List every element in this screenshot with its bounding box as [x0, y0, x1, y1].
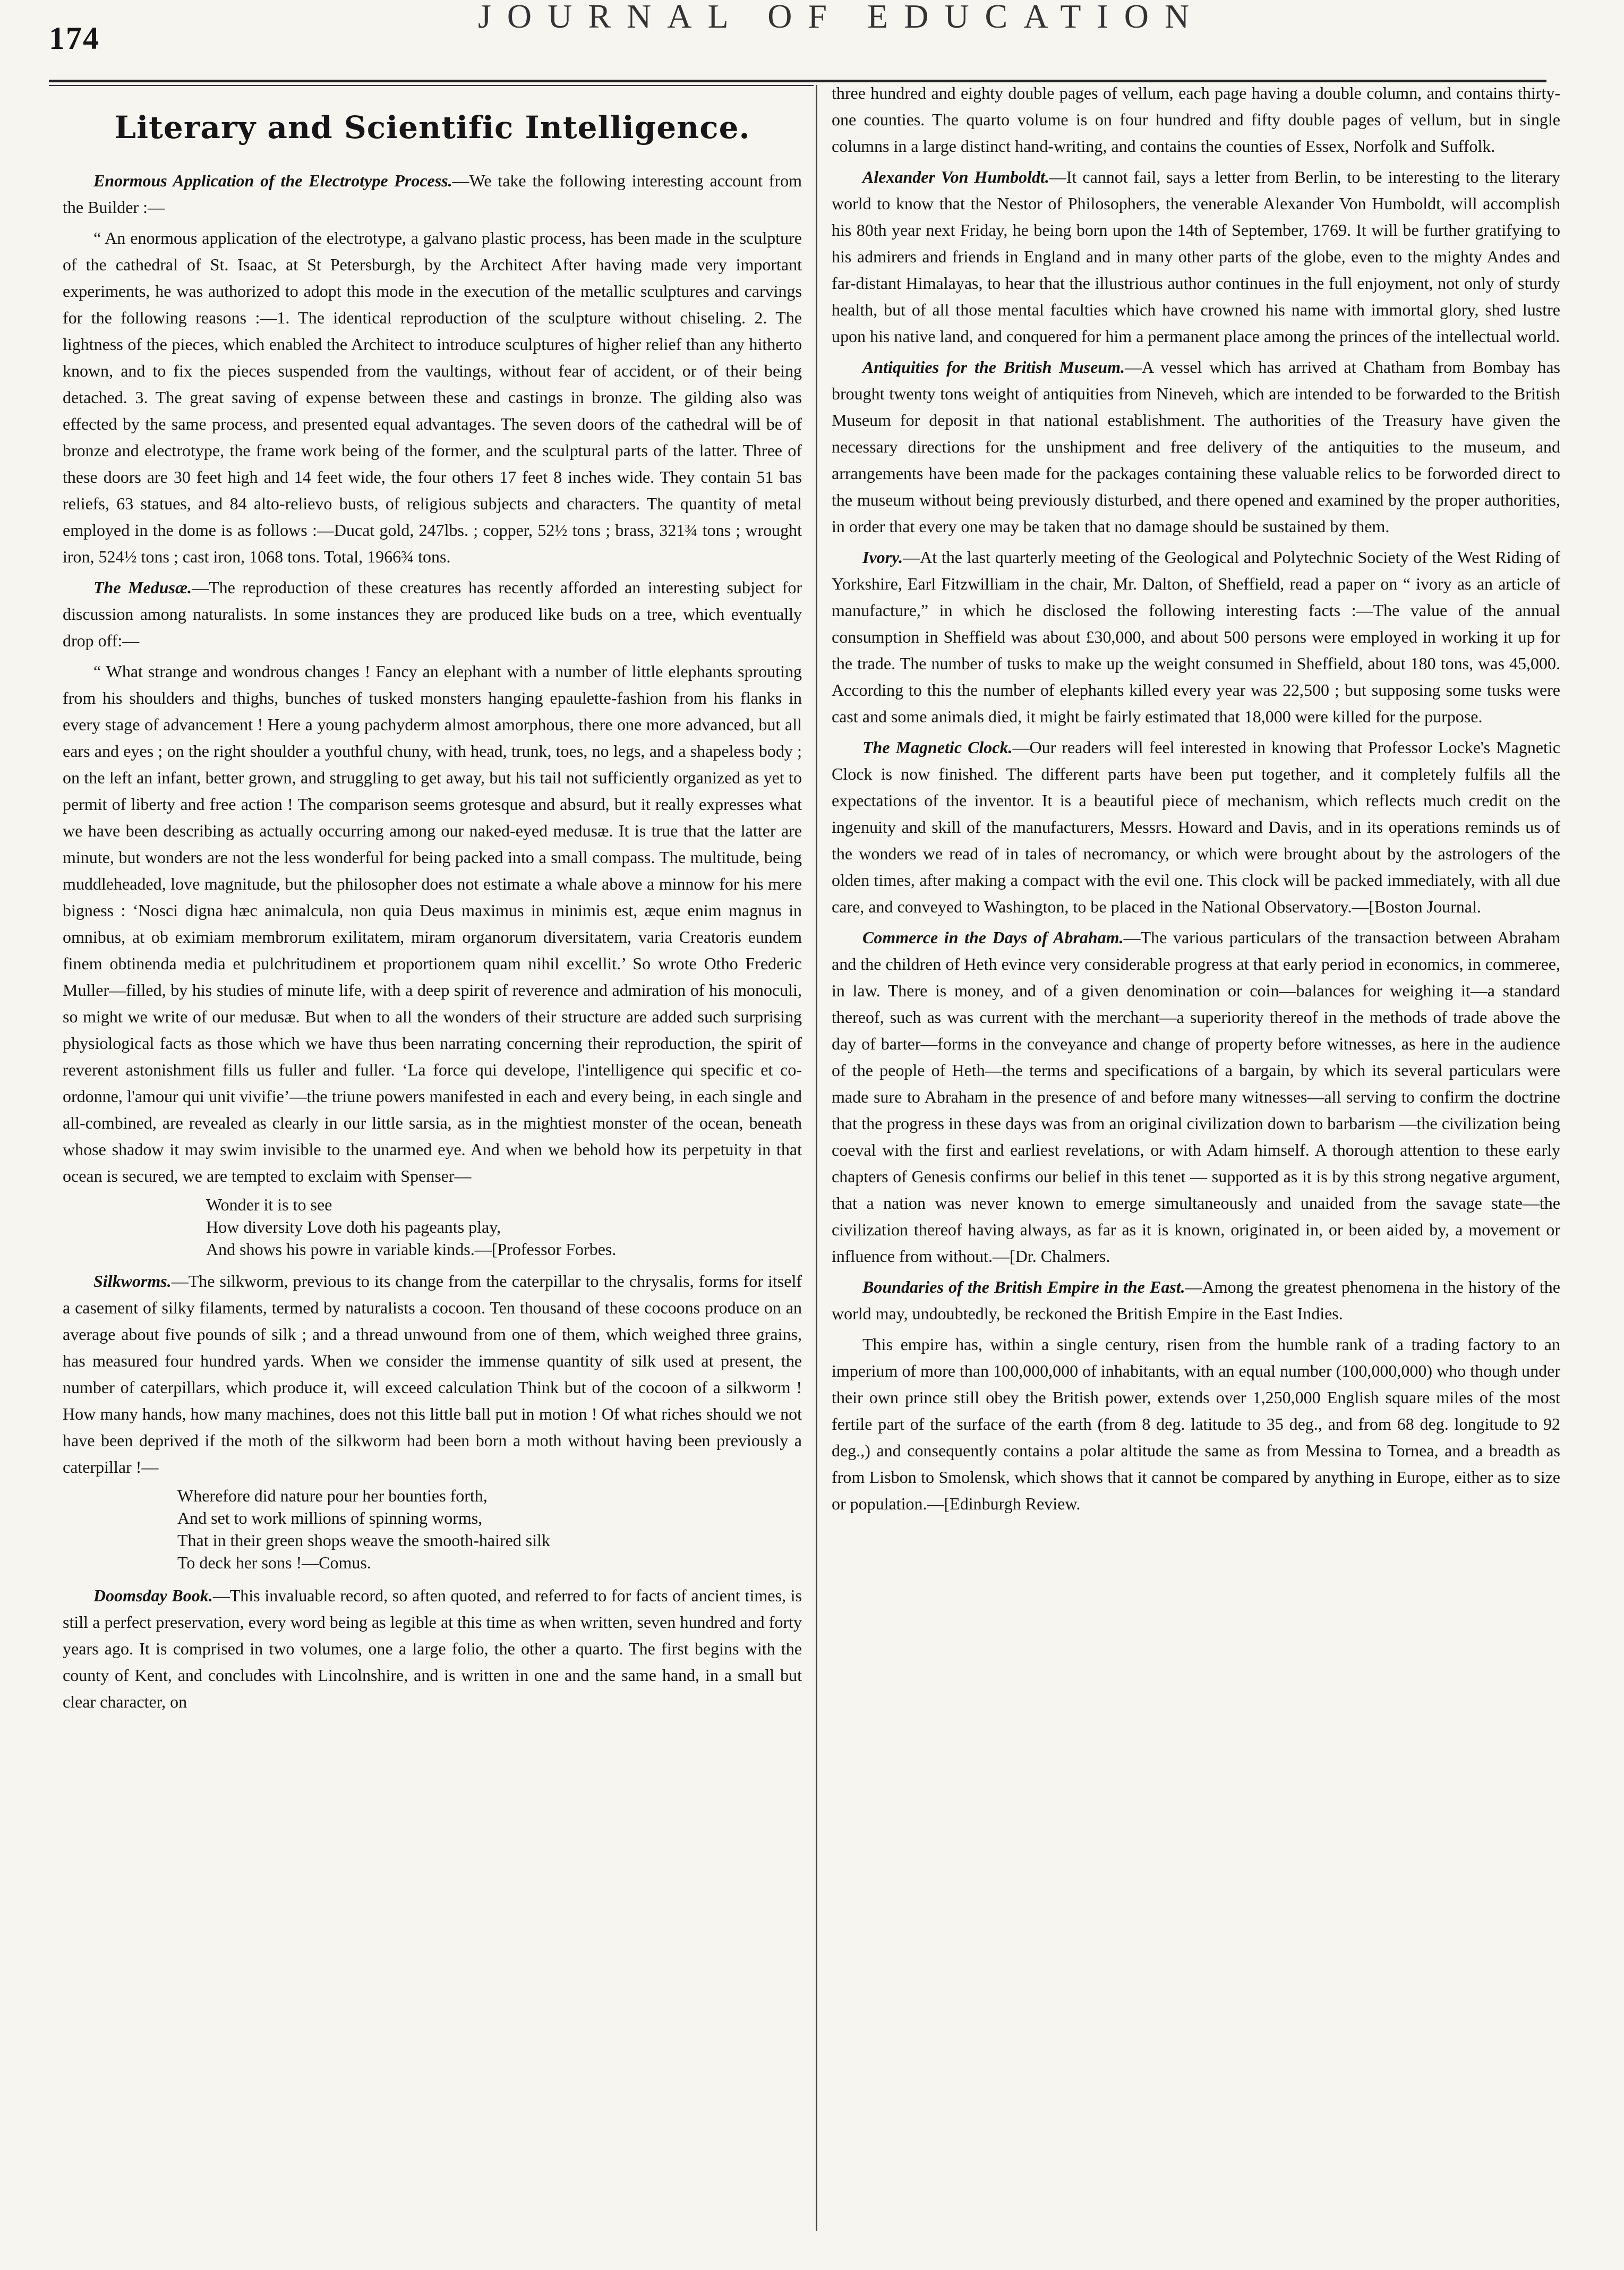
article-british-empire: [832, 1274, 1560, 1327]
article-magnetic-clock: [832, 734, 1560, 920]
header-rule-secondary: [49, 85, 814, 86]
article-body: —The various particulars of the transaction between Abraham and the children of Heth evince very considerable progress at that early period in economics, in commeree, in law. There is money, and of a given denomination or coin—balances for weighing it—a standard thereof, such as was current with the merchant—a superiority thereof in the methods of trade above the day of barter—forms in the conveyance and change of property before witnesses, as here in the audience of the people of Heth—the terms and specifications of a bargain, by which its several particulars were made sure to Abraham in the presence of and before many witnesses—all serving to confirm the doctrine that the progress in these days was from an original civilization down to barbarism —the civilization being coeval with the first and earliest revelations, or with Adam himself. A thorough attention to these early chapters of Genesis confirms our belief in this tenet — supported as it is by this strong negative argument, that a nation was never known to emerge simultaneously and unaided from the savage state—the civilization thereof having always, as far as it is known, originated in, or been aided by, a movement or influence from without.—[Dr. Chalmers.: [832, 928, 1561, 1266]
verse-block: [206, 1193, 802, 1260]
verse-block: [177, 1484, 802, 1574]
article-antiquities: [832, 354, 1560, 540]
article-body: —It cannot fail, says a letter from Berlin, to be interesting to the literary world to know that the Nestor of Philosophers, the venerable Alexander Von Humboldt, will accomplish his 80th year next Friday, he being born upon the 14th of September, 1769. It will be further gratifying to his admirers and friends in England and in many other parts of the globe, even to the mighty Andes and far-distant Himalayas, to hear that the illustrious author continues in the full enjoyment, not only of sturdy health, but of all those mental faculties which have crowned his name with immortal glory, shed lustre upon his native land, and conquered for him a permanent place among the princes of the intellectual world.: [832, 167, 1561, 346]
article-body: —The reproduction of these creatures has recently afforded an interesting subject for discussion among naturalists. In some instances they are produced like buds on a tree, which eventually drop off:—: [63, 578, 802, 650]
right-column: [832, 80, 1560, 1521]
article-heading: The Magnetic Clock.: [862, 738, 1013, 757]
verse-line: And shows his powre in variable kinds.—[Professor Forbes.: [206, 1240, 617, 1259]
article-heading: Boundaries of the British Empire in the East.: [862, 1277, 1185, 1296]
article-doomsday: [63, 1582, 802, 1715]
article-silkworms: [63, 1268, 802, 1480]
article-electrotype: [63, 167, 802, 220]
article-heading: Commerce in the Days of Abraham.: [862, 928, 1124, 947]
article-abraham: [832, 924, 1560, 1269]
article-body: —Our readers will feel interested in knowing that Professor Locke's Magnetic Clock is now finished. The different parts have been put together, and it completely fulfils all the expectations of the inventor. It is a beautiful piece of mechanism, which reflects much credit on the ingenuity and skill of the manufacturers, Messrs. Howard and Davis, and in its operations reminds us of the wonders we read of in tales of necromancy, or which were brought about by the astrologers of the olden times, after making a compact with the evil one. This clock will be packed immediately, with all due care, and conveyed to Washington, to be placed in the National Observatory.—[Boston Journal.: [832, 738, 1561, 916]
article-heading: Doomsday Book.: [93, 1586, 213, 1605]
section-title: Literary and Scientific Intelligence.: [114, 109, 750, 146]
article-ivory: [832, 544, 1560, 730]
article-body: —This invaluable record, so aften quoted, and referred to for facts of ancient times, is still a perfect preservation, every word being as legible at this time as when written, seven hundred and forty years ago. It is comprised in two volumes, one a large folio, the other a quarto. The first begins with the county of Kent, and concludes with Lincolnshire, and is written in one and the same hand, in a small but clear character, on: [63, 1586, 802, 1711]
verse-line: To deck her sons !—Comus.: [177, 1553, 371, 1572]
article-body: —At the last quarterly meeting of the Geological and Polytechnic Society of the West Riding of Yorkshire, Earl Fitzwilliam in the chair, Mr. Dalton, of Sheffield, read a paper on “ ivory as an article of manufacture,” in which he disclosed the following interesting facts :—The value of the annual consumption in Sheffield was about £30,000, and about 500 persons were employed in working it up for the trade. The number of tusks to make up the weight consumed in Sheffield, about 180 tons, was 45,000. According to this the number of elephants killed every year was 22,500 ; but supposing some tusks were cast and some animals died, it might be fairly estimated that 18,000 were killed for the purpose.: [832, 548, 1560, 726]
page-number: 174: [49, 21, 100, 56]
article-body: —The silkworm, previous to its change from the caterpillar to the chrysalis, forms for itself a casement of silky filaments, termed by naturalists a cocoon. Ten thousand of these cocoons produce on an average about five pounds of silk ; and a thread unwound from one of them, which weighed three grains, has measured four hundred yards. When we consider the immense quantity of silk used at present, the number of caterpillars, which produce it, will exceed calculation Think but of the cocoon of a silkworm ! How many hands, how many machines, does not this little ball put in motion ! Of what riches should we not have been deprived if the moth of the silkworm had been born a moth without having been previously a caterpillar !—: [63, 1271, 802, 1477]
verse-line: Wherefore did nature pour her bounties forth,: [177, 1486, 488, 1505]
article-doomsday-continued: three hundred and eighty double pages of vellum, each page having a double column, and contains thirty-one counties. The quarto volume is on four hundred and fifty double pages of vellum, but in single columns in a large distinct hand-writing, and contains the counties of Essex, Norfolk and Suffolk.: [832, 83, 1560, 156]
article-humboldt: [832, 164, 1560, 349]
verse-line: And set to work millions of spinning worms,: [177, 1508, 483, 1527]
verse-line: That in their green shops weave the smooth-haired silk: [177, 1531, 551, 1550]
article-heading: Ivory.: [862, 548, 903, 567]
article-intro: —We take the following interesting account from the Builder :—: [63, 171, 802, 217]
article-body: This empire has, within a single century, risen from the humble rank of a trading factory to an imperium of more than 100,000,000 of inhabitants, with an equal number (100,000,000) who though under their own prince still obey the British power, extends over 1,250,000 English square miles of the most fertile part of the surface of the earth (from 8 deg. latitude to 35 deg., and from 68 deg. longitude to 92 deg.,) and consequently contains a polar altitude the same as from Messina to Tornea, and a breadth as from Lisbon to Smolensk, which shows that it cannot be compared by anything in Europe, either as to size or population.—[Edinburgh Review.: [832, 1335, 1560, 1513]
left-column: [63, 88, 802, 1719]
verse-line: Wonder it is to see: [206, 1195, 332, 1214]
running-head: JOURNAL OF EDUCATION: [478, 0, 1206, 35]
article-body: —Among the greatest phenomena in the history of the world may, undoubtedly, be reckoned the British Empire in the East Indies.: [832, 1277, 1561, 1323]
article-heading: Enormous Application of the Electrotype Process.: [93, 171, 452, 190]
article-quote: “ What strange and wondrous changes ! Fancy an elephant with a number of little elephants sprouting from his shoulders and thighs, bunches of tusked monsters hanging epaulette-fashion from his flanks in every stage of advancement ! Here a young pachyderm almost amorphous, there one more advanced, but all ears and eyes ; on the right shoulder a youthful chuny, with head, trunk, toes, no legs, and a shapeless body ; on the left an infant, better grown, and struggling to get away, but his tail not sufficiently organized as yet to permit of liberty and free action ! The comparison seems grotesque and absurd, but it really expresses what we have been describing as actually occurring among our naked-eyed medusæ. It is true that the latter are minute, but wonders are not the less wonderful for being packed into a small compass. The multitude, being muddleheaded, love magnitude, but the philosopher does not estimate a whale above a minnow for his mere bigness : ‘Nosci digna hæc animalcula, non quia Deus maximus in minimis est, æque enim magnus in omnibus, at ob eximiam membrorum exilitatem, miram organorum diversitatem, varia Creatoris eundem finem obtinenda media et pulchritudinem et proportionem quam nihil excellit.’ So wrote Otho Frederic Muller—filled, by his studies of minute life, with a deep spirit of reverence and admiration of his monoculi, so might we write of our medusæ. But when to all the wonders of their structure are added such surprising physiological facts as those which we have thus been narrating concerning their reproduction, the spirit of reverent astonishment fills us fuller and fuller. ‘La force qui develope, l'intelligence qui specific et co-ordonne, l'amour qui unit vivifie’—the triune powers manifested in each and every being, in each single and all-combined, are revealed as clearly in our little sarsia, as in the mightiest monster of the ocean, beneath whose shadow it may swim invisible to the unarmed eye. And when we behold how its perpetuity in that ocean is secured, we are tempted to exclaim with Spenser—: [63, 662, 802, 1185]
article-body: —A vessel which has arrived at Chatham from Bombay has brought twenty tons weight of antiquities from Nineveh, which are intended to be forwarded to the British Museum for deposit in that national establishment. The authorities of the Treasury have given the necessary directions for the unshipment and free delivery of the antiquities to the museum, and arrangements have been made for the packages containing these valuable relics to be forworded direct to the museum without being previously disturbed, and there opened and examined by the proper authorities, in order that every one may be taken that no damage should be sustained by them.: [832, 357, 1561, 536]
article-heading: Silkworms.: [93, 1271, 172, 1291]
article-heading: The Medusæ.: [93, 578, 192, 597]
article-medusae: [63, 574, 802, 654]
verse-line: How diversity Love doth his pageants play,: [206, 1217, 501, 1236]
column-divider: [816, 85, 817, 2231]
article-body: “ An enormous application of the electrotype, a galvano plastic process, has been made in the sculpture of the cathedral of St. Isaac, at St Petersburgh, by the Architect After having made very important experiments, he was authorized to adopt this mode in the execution of the metallic sculptures and carvings for the following reasons :—1. The identical reproduction of the sculpture without chiseling. 2. The lightness of the pieces, which enabled the Architect to introduce sculptures of higher relief than any hitherto known, and to fix the pieces suspended from the vaultings, without fear of accident, or of their being detached. 3. The great saving of expense between these and castings in bronze. The gilding also was effected by the same process, and presented equal advantages. The seven doors of the cathedral will be of bronze and electrotype, the frame work being of the former, and the sculptural parts of the latter. Three of these doors are 30 feet high and 14 feet wide, the four others 17 feet 8 inches wide. They contain 51 bas reliefs, 63 statues, and 84 alto-relievo busts, of religious subjects and characters. The quantity of metal employed in the dome is as follows :—Ducat gold, 247lbs. ; copper, 52½ tons ; brass, 321¾ tons ; wrought iron, 524½ tons ; cast iron, 1068 tons. Total, 1966¾ tons.: [63, 228, 802, 566]
article-heading: Alexander Von Humboldt.: [862, 167, 1049, 186]
article-heading: Antiquities for the British Museum.: [862, 357, 1125, 377]
